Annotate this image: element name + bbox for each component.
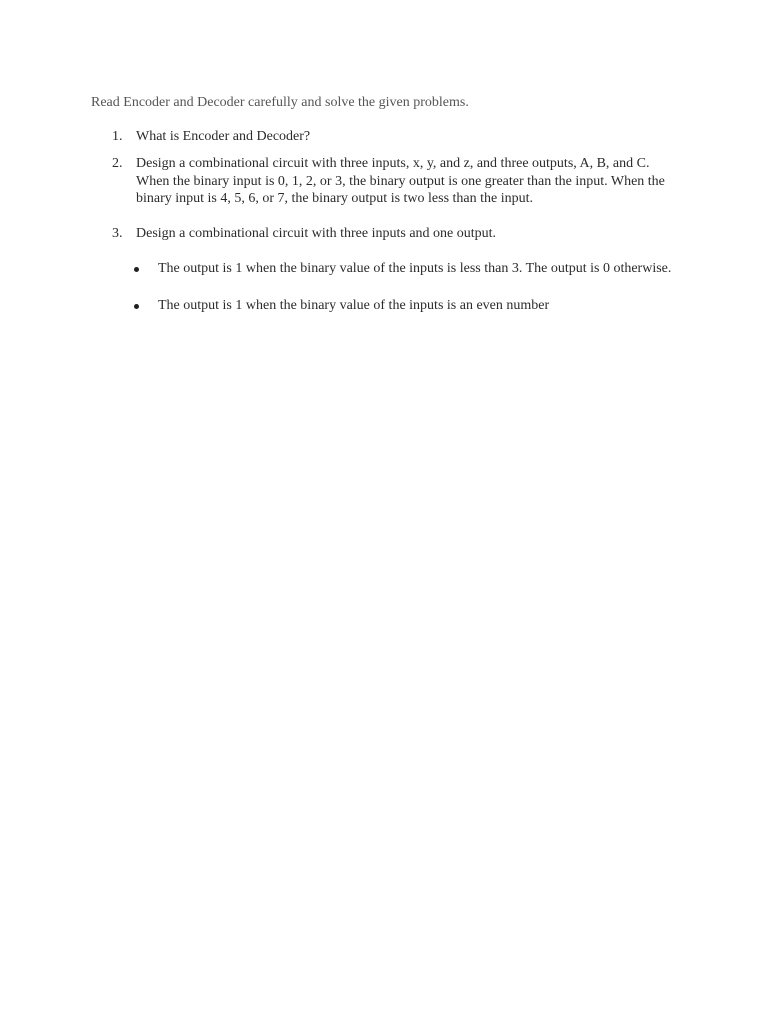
question-3 [112, 225, 682, 243]
bullet-icon [134, 304, 139, 309]
bullet-item-2 [134, 297, 674, 314]
question-number: 3. [112, 226, 123, 241]
question-number: 2. [112, 156, 123, 171]
bullet-item-1 [134, 260, 674, 277]
question-1 [112, 128, 682, 146]
question-text: Design a combinational circuit with three inputs and one output. [136, 226, 497, 241]
instructions-text: Read Encoder and Decoder carefully and solve the given problems. [91, 95, 469, 110]
bullet-text: The output is 1 when the binary value of the inputs is an even number [158, 298, 550, 313]
bullet-icon [134, 267, 139, 272]
bullet-text: The output is 1 when the binary value of the inputs is less than 3. The output is 0 otherwise. [158, 261, 672, 276]
question-text: Design a combinational circuit with three inputs, x, y, and z, and three outputs, A, B, and C. When the binary input is 0, 1, 2, or 3, the binary output is one greater than the input. When the binary input is 4, 5, 6, or 7, the binary output is two less than the input. [136, 156, 665, 206]
question-text: What is Encoder and Decoder? [136, 129, 311, 144]
question-number: 1. [112, 129, 123, 144]
question-2 [112, 155, 682, 208]
